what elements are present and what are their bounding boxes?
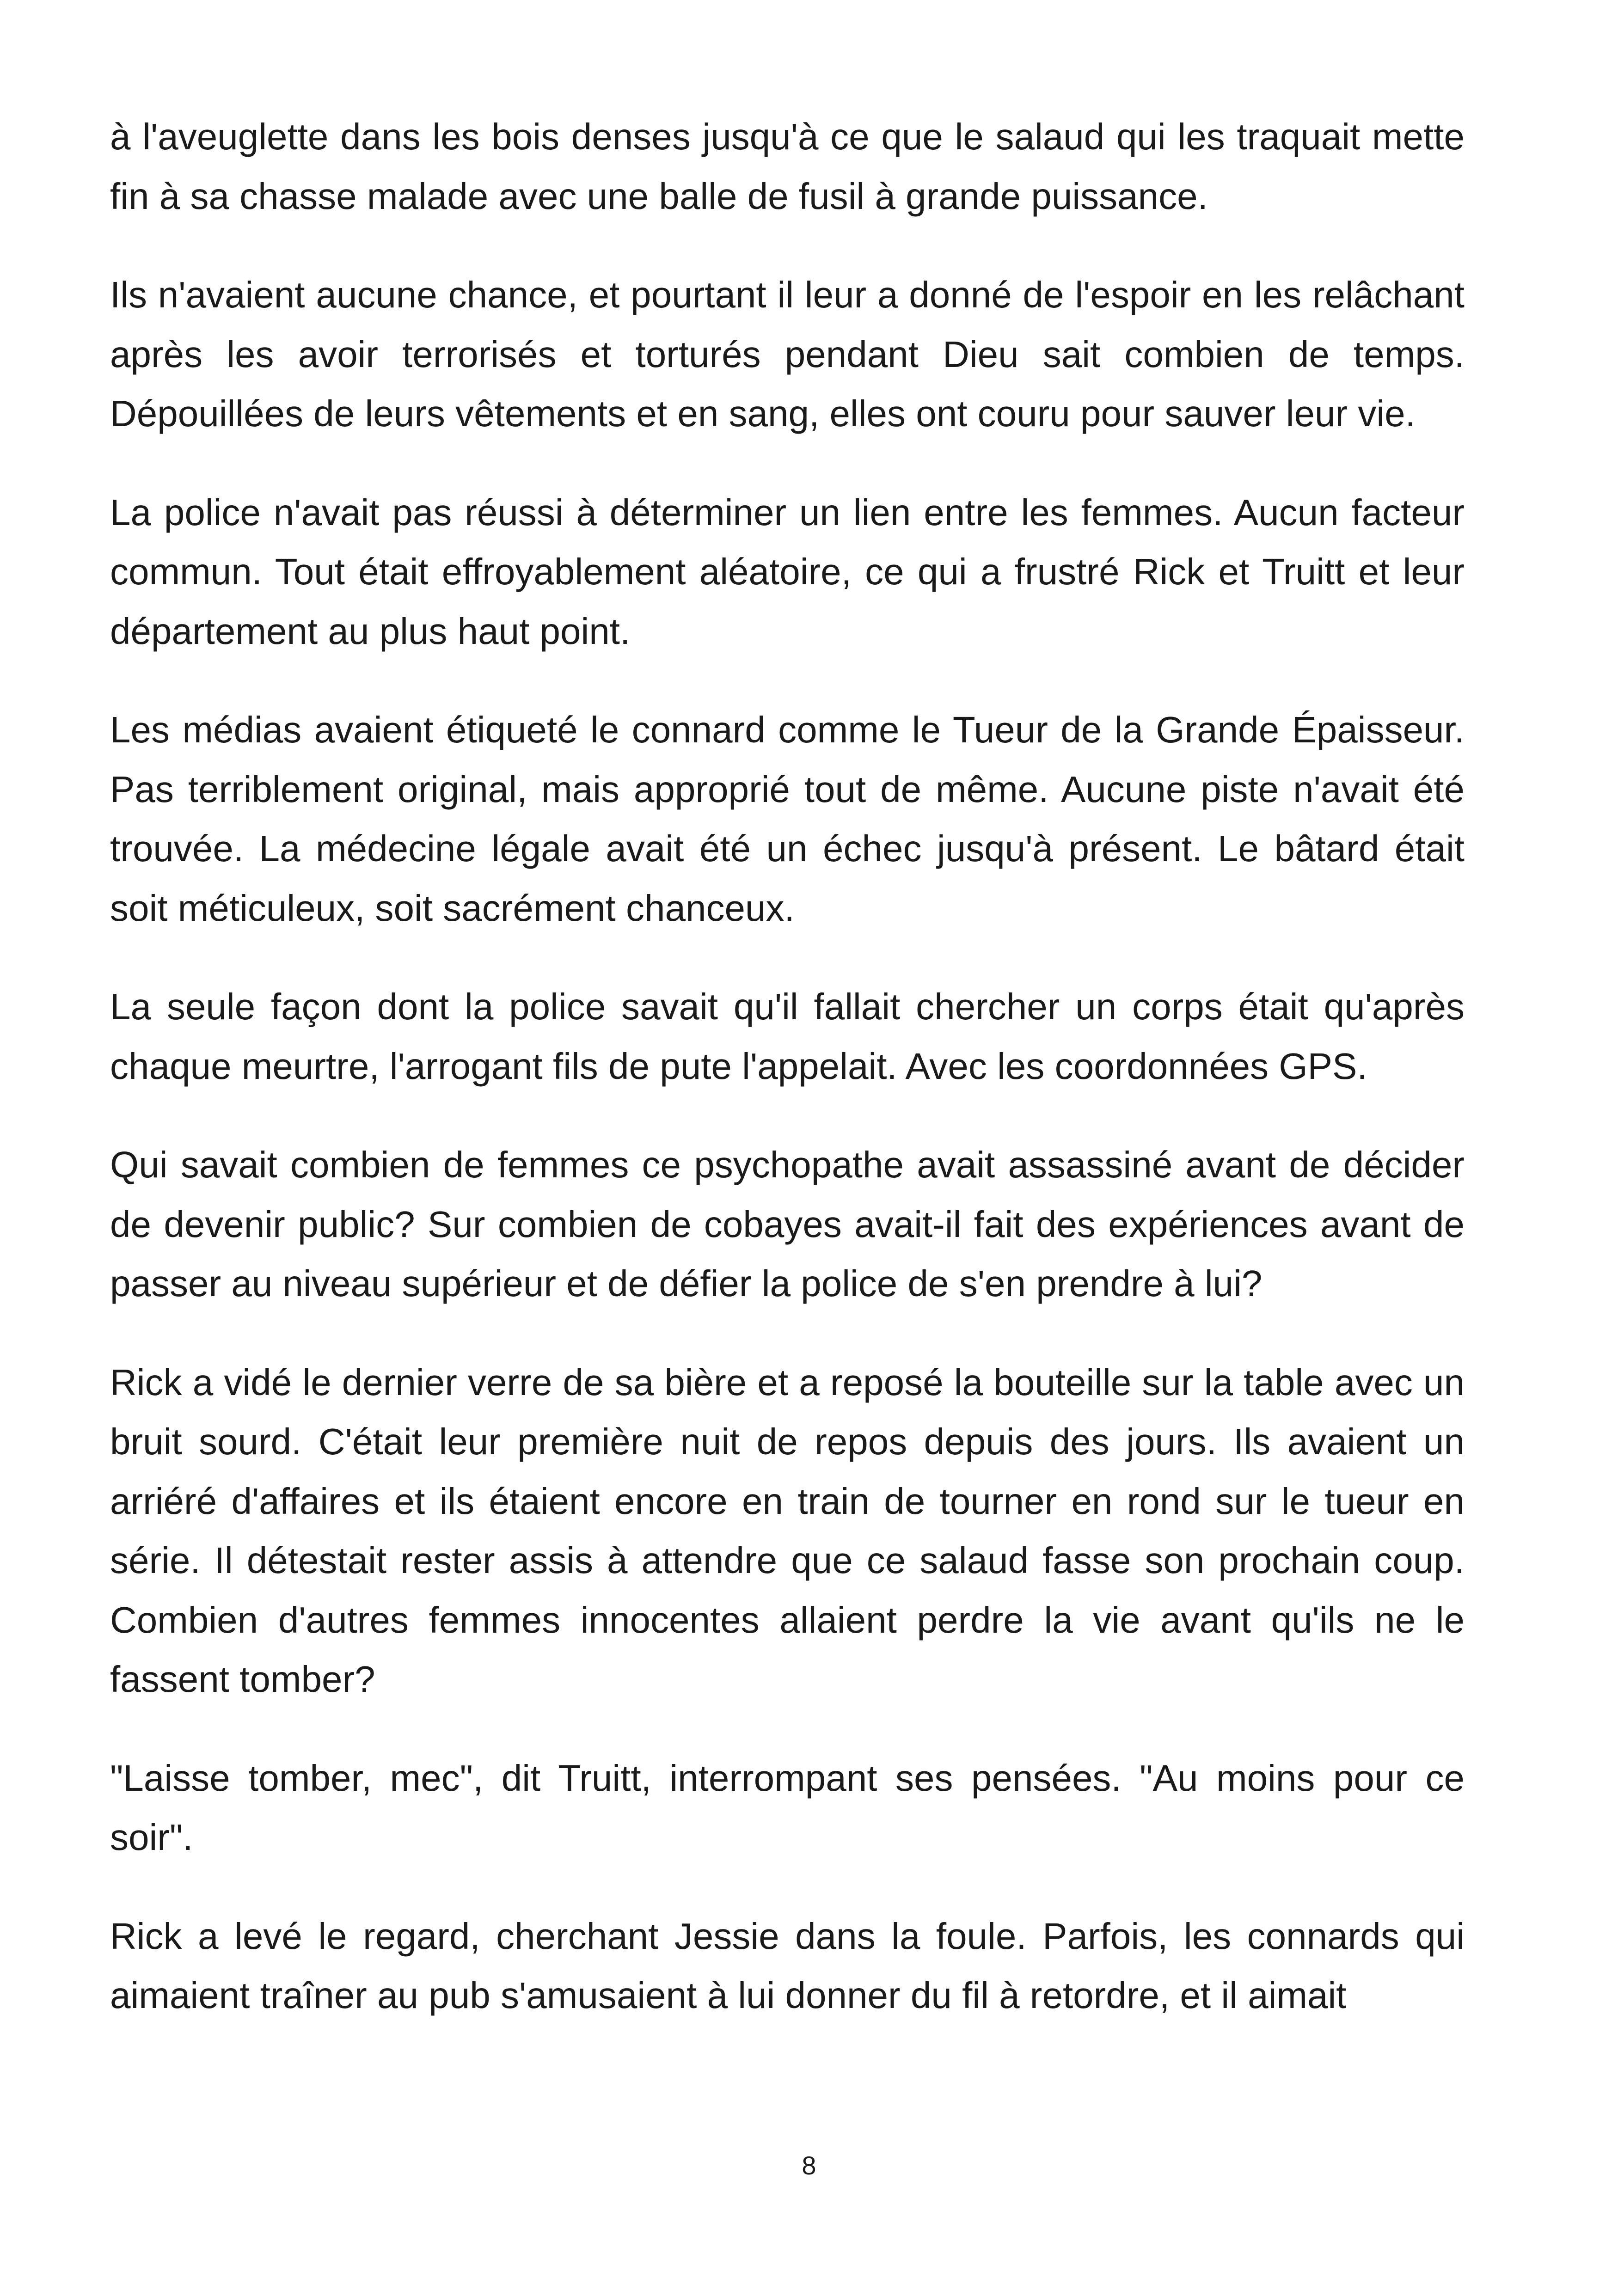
paragraph: La police n'avait pas réussi à déterminer un lien entre les femmes. Aucun facteur commun. Tout était effroyablement aléatoire, ce qui a frustré Rick et Truitt et leur département au plus haut point. [110,491,1465,652]
paragraph: à l'aveuglette dans les bois denses jusqu'à ce que le salaud qui les traquait mette fin à sa chasse malade avec une balle de fusil à grande puissance. [110,116,1465,217]
body-text [110,107,1465,2026]
paragraph: Ils n'avaient aucune chance, et pourtant il leur a donné de l'espoir en les relâchant après les avoir terrorisés et torturés pendant Dieu sait combien de temps. Dépouillées de leurs vêtements et en sang, elles ont couru pour sauver leur vie. [110,274,1465,434]
paragraph: Rick a levé le regard, cherchant Jessie dans la foule. Parfois, les connards qui aimaient traîner au pub s'amusaient à lui donner du fil à retordre, et il aimait [110,1915,1465,2016]
paragraph: "Laisse tomber, mec", dit Truitt, interrompant ses pensées. "Au moins pour ce soir". [110,1757,1465,1858]
paragraph: Qui savait combien de femmes ce psychopathe avait assassiné avant de décider de devenir public? Sur combien de cobayes avait-il fait des expériences avant de passer au niveau supérieur et de défier la police de s'en prendre à lui? [110,1144,1465,1304]
page-number: 8 [802,2151,816,2180]
paragraph: Rick a vidé le dernier verre de sa bière et a reposé la bouteille sur la table avec un bruit sourd. C'était leur première nuit de repos depuis des jours. Ils avaient un arriéré d'affaires et ils étaient encore en train de tourner en rond sur le tueur en série. Il détestait rester assis à attendre que ce salaud fasse son prochain coup. Combien d'autres femmes innocentes allaient perdre la vie avant qu'ils ne le fassent tomber? [110,1361,1465,1700]
paragraph: Les médias avaient étiqueté le connard comme le Tueur de la Grande Épaisseur. Pas terriblement original, mais approprié tout de même. Aucune piste n'avait été trouvée. La médecine légale avait été un échec jusqu'à présent. Le bâtard était soit méticuleux, soit sacrément chanceux. [110,709,1465,929]
paragraph: La seule façon dont la police savait qu'il fallait chercher un corps était qu'après chaque meurtre, l'arrogant fils de pute l'appelait. Avec les coordonnées GPS. [110,986,1465,1087]
